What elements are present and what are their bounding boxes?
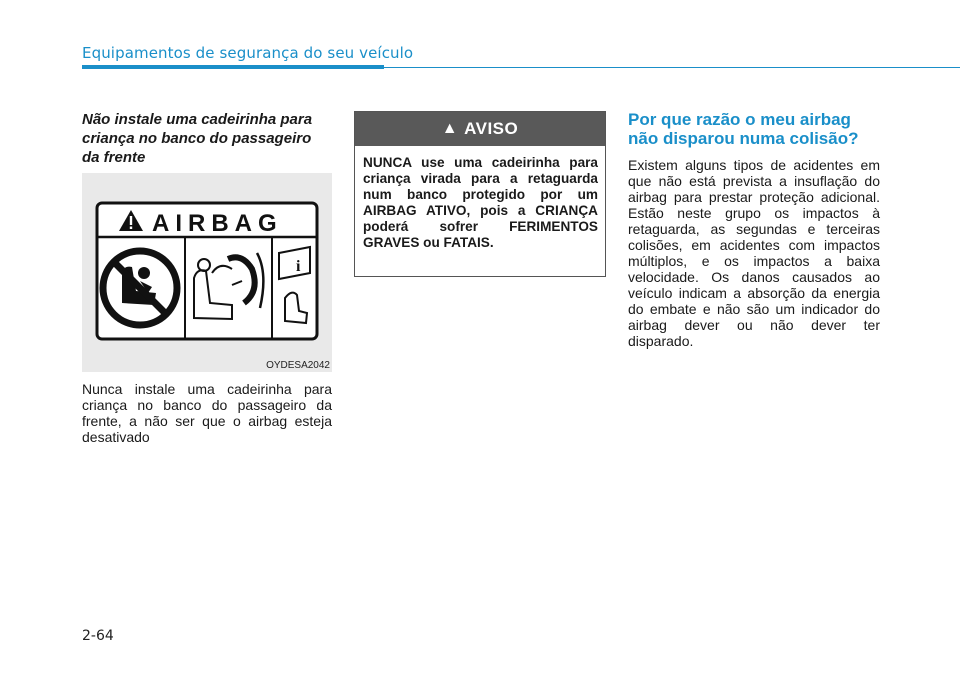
figure-caption: OYDESA2042	[266, 360, 330, 371]
airbag-label-text: AIRBAG	[152, 210, 283, 237]
section-header-title: Equipamentos de segurança do seu veículo	[82, 44, 414, 62]
svg-text:i: i	[296, 258, 301, 275]
header-accent-bar	[82, 65, 384, 69]
airbag-warning-label-figure	[82, 173, 332, 372]
warning-text: NUNCA use uma cadeirinha para criança virada para a retaguarda num banco protegido por um AIRBAG ATIVO, pois a CRIANÇA poderá sofrer FERIMENTOS GRAVES ou FATAIS.	[363, 155, 598, 250]
left-subheading: Não instale uma cadeirinha para criança no banco do passageiro da frente	[82, 111, 313, 166]
warning-title: AVISO	[464, 119, 519, 138]
left-body-container	[82, 381, 332, 445]
warning-header	[355, 112, 605, 146]
warning-icon: ▲	[441, 120, 459, 137]
warning-box	[354, 111, 606, 277]
left-body-text: Nunca instale uma cadeirinha para criança no banco do passageiro da frente, a não ser que o airbag esteja desativado	[82, 381, 332, 445]
header-rule	[384, 67, 960, 68]
right-heading: Por que razão o meu airbag não disparou numa colisão?	[628, 110, 859, 148]
airbag-label-illustration	[82, 173, 332, 372]
right-body-text: Existem alguns tipos de acidentes em que não está prevista a insuflação do airbag para prestar proteção adicional. Estão neste grupo os impactos à retaguarda, as segundas e terceiras colisões, em acidentes com impactos múltiplos, e os impactos a baixa velocidade. Os danos causados ao veículo indicam a absorção da energia do embate e não são um indicador do airbag dever ou não dever ter disparado.	[628, 157, 880, 349]
left-column	[82, 110, 332, 167]
page-number: 2-64	[82, 628, 114, 644]
right-column	[628, 110, 880, 349]
